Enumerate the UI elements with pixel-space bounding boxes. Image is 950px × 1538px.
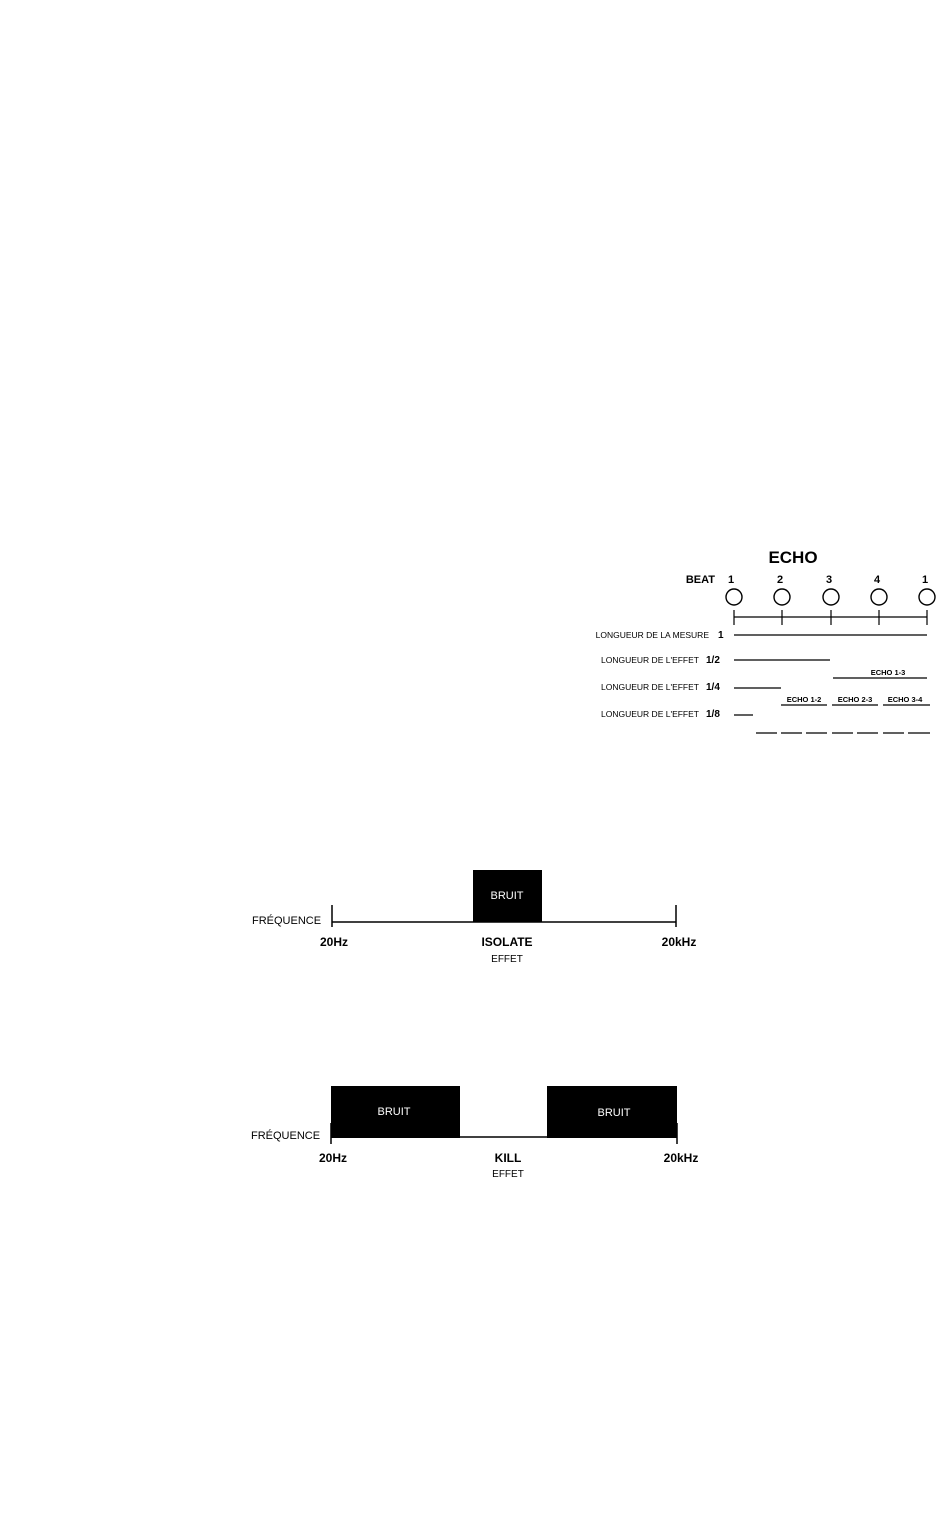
effect-name: KILL [494, 1151, 522, 1165]
noise-label-right: BRUIT [597, 1107, 631, 1119]
echo-2-3-label: ECHO 2-3 [837, 695, 873, 704]
row-value-half: 1/2 [706, 655, 720, 666]
freq-high-label: 20kHz [661, 935, 697, 949]
echo-1-3-label: ECHO 1-3 [870, 668, 906, 677]
beat-circle [774, 589, 790, 605]
kill-diagram-svg [245, 1078, 710, 1188]
kill-diagram [245, 1078, 710, 1188]
frequency-label: FRÉQUENCE [251, 1130, 321, 1142]
echo-1-2-label: ECHO 1-2 [786, 695, 822, 704]
effect-word: EFFET [491, 954, 523, 965]
echo-3-4-label: ECHO 3-4 [887, 695, 923, 704]
beat-number: 2 [776, 574, 784, 586]
beat-circle [919, 589, 935, 605]
beat-circle [871, 589, 887, 605]
beat-circle [823, 589, 839, 605]
freq-high-label: 20kHz [663, 1151, 699, 1165]
noise-label: BRUIT [490, 890, 524, 902]
echo-diagram-svg [575, 540, 940, 740]
row-value-quarter: 1/4 [706, 682, 720, 693]
noise-label-left: BRUIT [377, 1106, 411, 1118]
isolate-diagram [245, 862, 710, 972]
beat-ruler [734, 610, 927, 625]
beat-circles [726, 589, 935, 605]
echo-title: ECHO [768, 548, 818, 567]
beat-circle [726, 589, 742, 605]
beat-number: 1 [921, 574, 929, 586]
freq-low-label: 20Hz [319, 935, 349, 949]
row-label-eighth: LONGUEUR DE L'EFFET [601, 709, 699, 719]
beat-label: BEAT [685, 574, 715, 586]
row-value-measure: 1 [718, 630, 724, 641]
frequency-label: FRÉQUENCE [252, 915, 322, 927]
beat-number: 1 [727, 574, 735, 586]
effect-name: ISOLATE [481, 935, 533, 949]
row-label-measure: LONGUEUR DE LA MESURE [595, 630, 709, 640]
row-label-half: LONGUEUR DE L'EFFET [601, 655, 699, 665]
isolate-diagram-svg [245, 862, 710, 972]
row-value-eighth: 1/8 [706, 709, 720, 720]
echo-diagram [575, 540, 940, 740]
row-label-quarter: LONGUEUR DE L'EFFET [601, 682, 699, 692]
effect-word: EFFET [492, 1169, 524, 1180]
beat-number: 4 [873, 574, 881, 586]
freq-low-label: 20Hz [318, 1151, 348, 1165]
beat-numbers [728, 574, 928, 586]
beat-number: 3 [825, 574, 833, 586]
